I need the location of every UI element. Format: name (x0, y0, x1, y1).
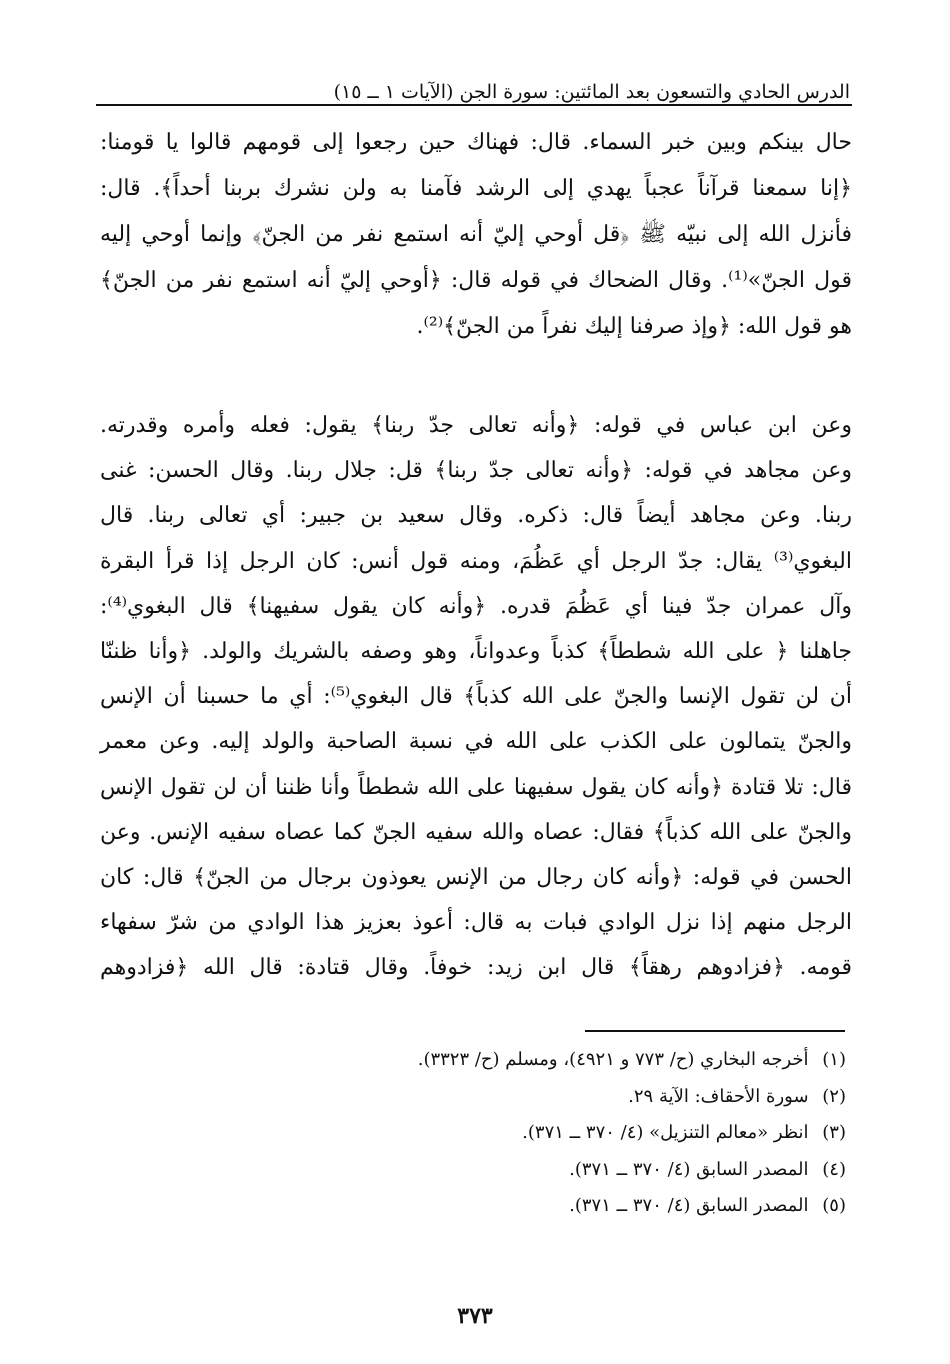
footnote-text: المصدر السابق (٤/ ٣٧٠ ــ ٣٧١). (569, 1158, 809, 1180)
footnote-number: (٤) (822, 1158, 846, 1180)
footnote-divider (585, 1030, 845, 1032)
text-line: وعن ابن عباس في قوله: ﴿وأنه تعالى جدّ ربنا﴾ يقول: فعله وأمره وقدرته. (100, 413, 852, 438)
text-line: هو قول الله: ﴿وإذ صرفنا إليك نفراً من الجنّ﴾⁽²⁾. (416, 314, 852, 339)
text-line: قال: تلا قتادة ﴿وأنه كان يقول سفيهنا على الله شططاً وأنا ظننا أن لن تقول الإنس (100, 774, 852, 800)
footnotes (200, 1042, 846, 1225)
text-line: قومه. ﴿فزادوهم رهقاً﴾ قال ابن زيد: خوفاً. وقال قتادة: قال الله ﴿فزادوهم (100, 955, 853, 981)
text-line: فأنزل الله إلى نبيّه ﷺ ﴿قل أوحي إليّ أنه استمع نفر من الجنّ﴾ وإنما أوحي إليه (100, 222, 852, 247)
paragraph-2 (100, 403, 852, 990)
running-header: الدرس الحادي والتسعون بعد المائتين: سورة الجن (الآيات ١ ــ ١٥) (333, 81, 850, 103)
footnote-number: (١) (822, 1049, 846, 1070)
footnote-text: المصدر السابق (٤/ ٣٧٠ ــ ٣٧١). (569, 1195, 809, 1216)
text-line: جاهلنا ﴿ على الله شططاً﴾ كذباً وعدواناً، وهو وصفه بالشريك والولد. ﴿وأنا ظننّا (100, 638, 852, 664)
footnote-text: أخرجه البخاري (ح/ ٧٧٣ و ٤٩٢١)، ومسلم (ح/ ٣٣٢٣). (417, 1049, 809, 1070)
text-line: الرجل منهم إذا نزل الوادي فبات به قال: أعوذ بعزيز هذا الوادي من شرّ سفهاء (100, 910, 852, 936)
footnote-1 (200, 1042, 846, 1079)
header-divider (96, 104, 852, 106)
text-line: البغوي⁽³⁾ يقال: جدّ الرجل أي عَظُمَ، ومنه قول أنس: كان الرجل إذا قرأ البقرة (100, 548, 852, 574)
footnote-number: (٢) (822, 1085, 846, 1107)
text-line: قول الجنّ»⁽¹⁾. وقال الضحاك في قوله قال: ﴿أوحي إليّ أنه استمع نفر من الجنّ﴾ (100, 268, 852, 293)
footnote-number: (٣) (822, 1122, 846, 1143)
footnote-2 (200, 1079, 846, 1116)
paragraph-1 (100, 120, 852, 350)
footnote-text: سورة الأحقاف: الآية ٢٩. (628, 1085, 809, 1107)
text-line: ﴿إنا سمعنا قرآناً عجباً يهدي إلى الرشد فآمنا به ولن نشرك بربنا أحداً﴾. قال: (100, 176, 853, 201)
text-line: وعن مجاهد في قوله: ﴿وأنه تعالى جدّ ربنا﴾ قل: جلال ربنا. وقال الحسن: غنى (100, 458, 852, 484)
page-number: ٣٧٣ (457, 1303, 493, 1329)
footnote-3 (200, 1115, 846, 1152)
footnote-5 (200, 1188, 846, 1225)
text-line: ربنا. وعن مجاهد أيضاً قال: ذكره. وقال سعيد بن جبير: أي تعالى ربنا. قال (100, 503, 852, 529)
text-line: والجنّ على الله كذباً﴾ فقال: عصاه والله سفيه الجنّ كما عصاه سفيه الإنس. وعن (100, 819, 852, 845)
text-line: الحسن في قوله: ﴿وأنه كان رجال من الإنس يعوذون برجال من الجنّ﴾ قال: كان (100, 864, 852, 890)
footnote-number: (٥) (822, 1195, 846, 1216)
footnote-4 (200, 1152, 846, 1189)
text-line: أن لن تقول الإنسا والجنّ على الله كذباً﴾ قال البغوي⁽⁵⁾: أي ما حسبنا أن الإنس (100, 684, 852, 710)
text-line: وآل عمران جدّ فينا أي عَظُمَ قدره. ﴿وأنه كان يقول سفيهنا﴾ قال البغوي⁽⁴⁾: (100, 593, 852, 619)
text-line: والجنّ يتمالون على الكذب على الله في نسبة الصاحبة والولد إليه. وعن معمر (100, 729, 852, 755)
text-line: حال بينكم وبين خبر السماء. قال: فهناك حين رجعوا إلى قومهم قالوا يا قومنا: (100, 130, 852, 155)
footnote-text: انظر «معالم التنزيل» (٤/ ٣٧٠ ــ ٣٧١). (522, 1122, 809, 1143)
